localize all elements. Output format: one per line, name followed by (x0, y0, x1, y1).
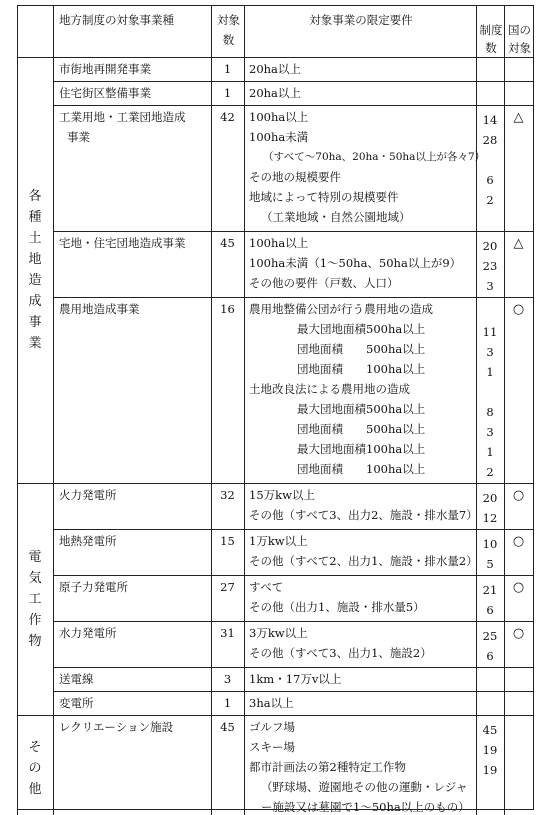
requirement-text: 20ha以上 (249, 62, 301, 76)
system-count-cell (476, 81, 504, 105)
requirement-text: （すべて～70ha、20ha・50ha以上が各々7） (263, 151, 486, 163)
national-target-mark: ○ (512, 488, 525, 503)
requirement-text: 団地面積 100ha以上 (297, 462, 426, 476)
system-count: 11 (482, 325, 498, 339)
requirement-text: その他（すべて3、出力2、施設・排水量7） (249, 508, 478, 522)
project-type-cell (53, 297, 211, 483)
national-target-mark: ○ (512, 626, 525, 641)
system-count: 1 (486, 365, 494, 379)
system-count: 20 (482, 491, 498, 505)
requirement-text: ゴルフ場 (249, 720, 295, 734)
system-count: 3 (486, 345, 494, 359)
system-count: 6 (486, 649, 494, 663)
project-type-label: 農用地造成事業 (59, 302, 140, 316)
project-count: 45 (220, 236, 235, 250)
header-project-type-cell (53, 5, 211, 57)
system-count: 19 (482, 763, 498, 777)
header-requirements-cell (244, 5, 476, 57)
project-count: 3 (223, 672, 232, 686)
national-cell (504, 57, 534, 81)
system-count: 45 (482, 723, 498, 737)
national-cell (504, 667, 534, 691)
system-count: 3 (486, 279, 494, 293)
project-count: 1 (223, 696, 232, 710)
project-count: 16 (220, 302, 235, 316)
header-system-count-line1: 制度 (479, 23, 503, 37)
project-count: 31 (220, 626, 235, 640)
system-count: 10 (482, 537, 498, 551)
project-count: 45 (220, 720, 235, 734)
requirement-text: その他（出力1、施設・排水量5） (249, 600, 425, 614)
project-count: 42 (220, 110, 235, 124)
system-count: 23 (482, 259, 498, 273)
national-target-mark: ○ (512, 534, 525, 549)
system-count: 20 (482, 239, 498, 253)
requirement-text: 農用地整備公団が行う農用地の造成 (249, 302, 433, 316)
national-target-mark: △ (513, 110, 524, 125)
national-target-mark: ○ (512, 580, 525, 595)
requirement-text: 100ha以上 (249, 110, 309, 124)
project-count: 27 (220, 580, 235, 594)
system-count: 28 (482, 133, 498, 147)
project-type-label: レクリエーション施設 (59, 720, 174, 734)
header-national-line2: 対象 (508, 41, 531, 55)
project-type-label: 変電所 (59, 696, 94, 710)
requirement-text: 1万kw以上 (249, 534, 308, 548)
project-type-label: 事業 (67, 130, 90, 144)
group-label: 電 気 工 作 物 (28, 549, 42, 649)
header-count-line1: 対象 (217, 13, 240, 27)
project-type-label: 住宅街区整備事業 (59, 86, 151, 100)
requirement-text: （野球場、遊園地その他の運動・レジャ (261, 780, 468, 794)
header-requirements: 対象事業の限定要件 (309, 13, 413, 27)
requirement-text: その地の規模要件 (249, 170, 341, 184)
system-count-cell (476, 57, 504, 81)
requirement-text: その他（すべて2、出力1、施設・排水量2） (249, 554, 478, 568)
system-count-cell (476, 691, 504, 715)
project-type-label: 火力発電所 (59, 488, 117, 502)
system-count: 14 (482, 113, 498, 127)
project-type-label: 宅地・住宅団地造成事業 (59, 236, 186, 250)
project-count: 32 (220, 488, 235, 502)
project-count: 1 (223, 62, 232, 76)
national-target-mark: △ (513, 236, 524, 251)
system-count-cell (476, 667, 504, 691)
requirement-text: 地域によって特別の規模要件 (249, 190, 399, 204)
project-type-label: 原子力発電所 (59, 580, 128, 594)
count-cell (211, 297, 244, 483)
system-count: 6 (486, 173, 494, 187)
national-target-mark: ○ (512, 302, 525, 317)
system-count: 25 (482, 629, 498, 643)
requirement-text: 1km・17万v以上 (249, 672, 342, 686)
requirement-text: 都市計画法の第2種特定工作物 (249, 760, 406, 774)
system-count: 8 (486, 405, 494, 419)
system-count: 12 (482, 511, 498, 525)
header-national-cell (504, 5, 533, 57)
system-count: 19 (482, 743, 498, 757)
requirement-text: （工業地域・自然公園地域） (261, 210, 411, 224)
system-count: 6 (486, 603, 494, 617)
requirement-text: その他の要件（戸数、人口） (249, 276, 399, 290)
requirement-text: 100ha以上 (249, 236, 309, 250)
requirement-text: 団地面積 500ha以上 (297, 422, 426, 436)
requirement-text: 団地面積 500ha以上 (297, 342, 426, 356)
system-count: 2 (486, 193, 494, 207)
project-type-label: 工業用地・工業団地造成 (59, 110, 186, 124)
requirement-text: 15万kw以上 (249, 488, 315, 502)
system-count: 5 (486, 557, 494, 571)
requirement-text: 3万kw以上 (249, 626, 308, 640)
project-count: 1 (223, 86, 232, 100)
national-cell (504, 297, 534, 483)
header-national-line1: 国の (508, 23, 531, 37)
system-count: 2 (486, 465, 494, 479)
header-corner-cell (17, 5, 53, 57)
header-project-type: 地方制度の対象事業種 (59, 13, 174, 27)
requirement-text: 最大団地面積500ha以上 (297, 322, 426, 336)
header-system-count-cell (476, 5, 504, 57)
system-count: 1 (486, 445, 494, 459)
requirement-text: 100ha未満 (249, 130, 309, 144)
system-count: 3 (486, 425, 494, 439)
requirement-text: 100ha未満（1～50ha、50ha以上が9） (249, 256, 462, 270)
system-count: 21 (482, 583, 498, 597)
header-count-cell (211, 5, 244, 57)
project-count: 15 (220, 534, 235, 548)
group-label: 各 種 土 地 造 成 事 業 (28, 189, 42, 351)
requirement-text: 団地面積 100ha以上 (297, 362, 426, 376)
requirement-text: 20ha以上 (249, 86, 301, 100)
header-system-count-line2: 数 (485, 41, 497, 55)
requirement-text: すべて (249, 580, 284, 594)
national-cell (504, 715, 534, 815)
project-type-label: 水力発電所 (59, 626, 117, 640)
group-label: そ の 他 (28, 739, 42, 797)
requirement-text: 3ha以上 (249, 696, 294, 710)
requirement-text: 最大団地面積100ha以上 (297, 442, 426, 456)
national-cell (504, 81, 534, 105)
project-type-label: 送電線 (59, 672, 94, 686)
project-type-label: 市街地再開発事業 (59, 62, 151, 76)
requirement-text: その他（すべて3、出力1、施設2） (249, 646, 432, 660)
project-type-label: 地熱発電所 (59, 534, 117, 548)
requirement-text: スキー場 (249, 740, 295, 754)
requirement-text: 土地改良法による農用地の造成 (249, 382, 410, 396)
requirement-text: ー施設又は墓園で1～50ha以上のもの） (261, 800, 470, 814)
header-count-line2: 数 (222, 33, 235, 47)
requirement-text: 最大団地面積500ha以上 (297, 402, 426, 416)
national-cell (504, 691, 534, 715)
